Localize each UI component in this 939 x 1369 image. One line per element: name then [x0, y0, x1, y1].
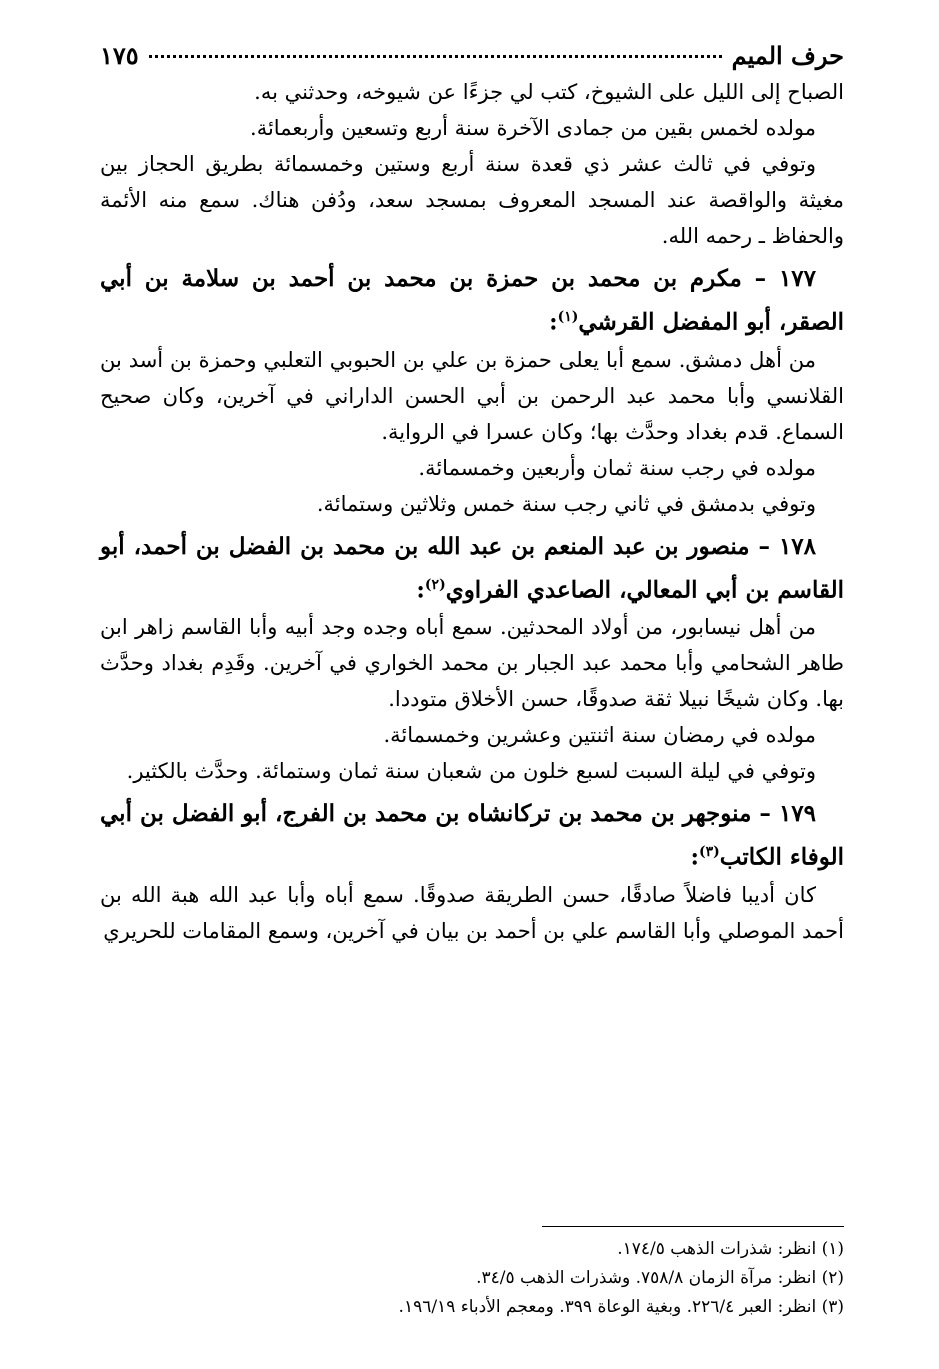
paragraph: كان أديبا فاضلاً صادقًا، حسن الطريقة صدوقًا. سمع أباه وأبا عبد الله هبة الله بن أحمد الموصلي وأبا القاسم علي بن أحمد بن بيان في آخرين، وسمع المقامات للحريري: [100, 882, 844, 943]
running-header: [100, 38, 844, 74]
entry-heading-text: ١٧٧ – مكرم بن محمد بن حمزة بن محمد بن أحمد بن سلامة بن أبي الصقر، أبو المفضل القرشي: [100, 265, 844, 336]
footnote-divider: [542, 1226, 844, 1227]
entry-heading: [100, 795, 844, 877]
paragraph: مولده لخمس بقين من جمادى الآخرة سنة أربع وتسعين وأربعمائة.: [250, 116, 816, 140]
footnote-1: (١) انظر: شذرات الذهب ١٧٤/٥.: [617, 1239, 844, 1259]
heading-colon: :: [549, 308, 558, 336]
entry-continuation: [100, 74, 844, 254]
paragraph: وتوفي في ليلة السبت لسبع خلون من شعبان سنة ثمان وستمائة. وحدَّث بالكثير.: [126, 759, 816, 784]
entry-heading: [100, 260, 844, 342]
footnote-ref: (٢): [424, 576, 446, 593]
entry-179: [100, 795, 844, 949]
entry-177: [100, 260, 844, 522]
entry-heading-text: ١٧٩ – منوجهر بن محمد بن تركانشاه بن محمد بن الفرج، أبو الفضل بن أبي الوفاء الكاتب: [100, 800, 844, 871]
header-dot-leader: [149, 55, 722, 58]
heading-colon: :: [690, 843, 700, 871]
page-body: [100, 38, 844, 955]
paragraph: من أهل دمشق. سمع أبا يعلى حمزة بن علي بن الحبوبي التعلبي وحمزة بن أسد بن القلانسي وأبا محمد عبد الرحمن بن أبي الحسن الداراني في آخرين، وكان صحيح السماع. قدم بغداد وحدَّث بها؛ وكان عسرا في الرواية.: [100, 347, 844, 444]
footnotes: [100, 1226, 844, 1322]
footnote-ref: (١): [557, 309, 579, 325]
entry-heading: [100, 528, 844, 610]
heading-colon: :: [416, 576, 425, 604]
paragraph: من أهل نيسابور، من أولاد المحدثين. سمع أباه وجده وجد أبيه وأبا القاسم زاهر ابن طاهر الشحامي وأبا محمد عبد الجبار بن محمد الخواري في آخرين. وقَدِم بغداد وحدَّث بها. وكان شيخًا نبيلا ثقة صدوقًا، حسن الأخلاق متوددا.: [100, 615, 844, 712]
footnote-3: (٣) انظر: العبر ٢٢٦/٤. وبغية الوعاة ٣٩٩. ومعجم الأدباء ١٩٦/١٩.: [398, 1297, 844, 1317]
entry-heading-text: ١٧٨ – منصور بن عبد المنعم بن عبد الله بن محمد بن الفضل بن أحمد، أبو القاسم بن أبي المعالي، الصاعدي الفراوي: [100, 532, 844, 604]
section-title: حرف الميم: [731, 41, 844, 70]
paragraph: وتوفي في ثالث عشر ذي قعدة سنة أربع وستين وخمسمائة بطريق الحجاز بين مغيثة والواقصة عند المسجد المعروف بمسجد سعد، ودُفن هناك. سمع منه الأئمة والحفاظ ـ رحمه الله.: [100, 152, 844, 248]
footnote-ref: (٣): [699, 844, 720, 861]
page-number: ١٧٥: [100, 41, 139, 70]
paragraph: مولده في رجب سنة ثمان وأربعين وخمسمائة.: [418, 455, 816, 480]
paragraph: وتوفي بدمشق في ثاني رجب سنة خمس وثلاثين وستمائة.: [316, 491, 816, 516]
paragraph: الصباح إلى الليل على الشيوخ، كتب لي جزءًا عن شيوخه، وحدثني به.: [254, 80, 844, 104]
paragraph: مولده في رمضان سنة اثنتين وعشرين وخمسمائة.: [383, 723, 816, 748]
entry-178: [100, 528, 844, 790]
footnote-2: (٢) انظر: مرآة الزمان ٧٥٨/٨. وشذرات الذهب ٣٤/٥.: [476, 1268, 844, 1288]
